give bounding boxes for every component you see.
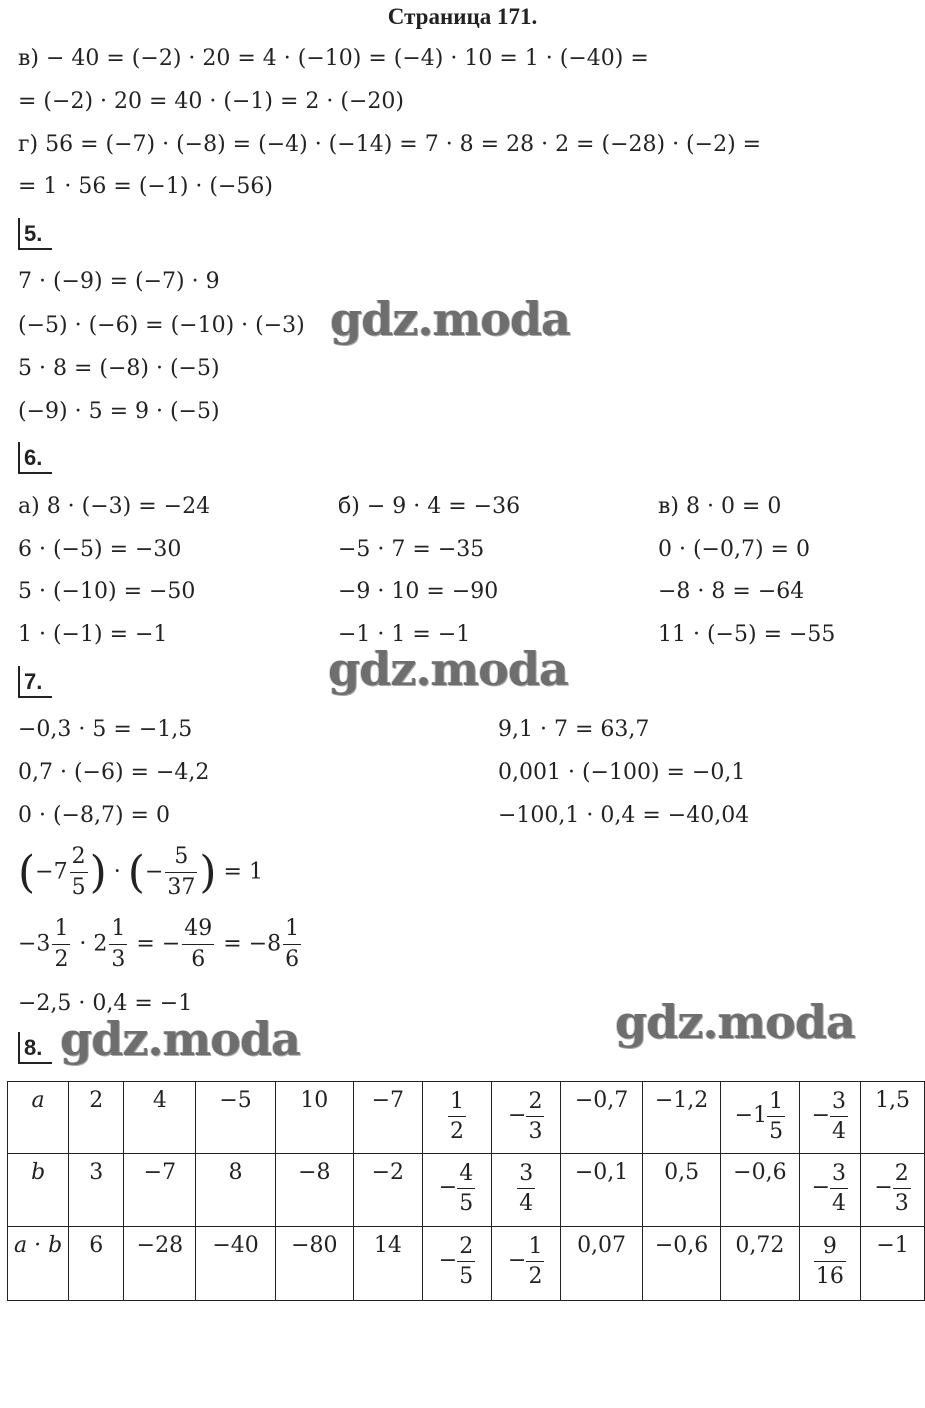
task8-table xyxy=(7,1081,925,1301)
table-cell: −28 xyxy=(124,1227,196,1301)
table-cell: 6 xyxy=(69,1227,124,1301)
table-cell: 0,72 xyxy=(721,1227,799,1301)
text-line: 7 · (−9) = (−7) · 9 xyxy=(18,269,220,294)
fraction-expression-1: (−7 $\frac{2}{5}$ ) · (− $\frac{5}{37}$ ) = 1 xyxy=(18,844,263,900)
text-line: = (−2) · 20 = 40 · (−1) = 2 · (−20) xyxy=(18,89,404,114)
task-number-5: 5. xyxy=(18,218,52,250)
task-number-7: 7. xyxy=(18,666,52,698)
table-cell: $\frac{1}{2}$ xyxy=(422,1082,492,1154)
table-cell: −5 xyxy=(196,1082,275,1154)
table-row-header: a · b xyxy=(8,1227,69,1301)
table-cell: −8 xyxy=(275,1154,353,1227)
table-cell: −0,1 xyxy=(561,1154,643,1227)
table-cell: −1 $\frac{1}{5}$ xyxy=(721,1082,799,1154)
table-row xyxy=(8,1082,925,1154)
watermark: gdz.moda xyxy=(615,995,855,1049)
task-number-6: 6. xyxy=(18,442,52,474)
text-line: = 1 · 56 = (−1) · (−56) xyxy=(18,174,273,199)
text-line: 0 · (−0,7) = 0 xyxy=(658,537,810,562)
table-cell: 2 xyxy=(69,1082,124,1154)
text-line: 5 · (−10) = −50 xyxy=(18,579,196,604)
table-cell: 14 xyxy=(353,1227,422,1301)
table-cell: −0,6 xyxy=(642,1227,720,1301)
text-line: г) 56 = (−7) · (−8) = (−4) · (−14) = 7 · 8 = 28 · 2 = (−28) · (−2) = xyxy=(18,132,762,157)
text-line: а) 8 · (−3) = −24 xyxy=(18,494,211,519)
watermark: gdz.moda xyxy=(60,1012,300,1066)
table-row xyxy=(8,1154,925,1227)
table-cell: −1 xyxy=(861,1227,925,1301)
table-cell: − $\frac{4}{5}$ xyxy=(422,1154,492,1227)
text-line: в) 8 · 0 = 0 xyxy=(658,494,782,519)
text-line: −8 · 8 = −64 xyxy=(658,579,805,604)
text-line: −9 · 10 = −90 xyxy=(338,579,499,604)
table-cell: −0,6 xyxy=(721,1154,799,1227)
table-cell: − $\frac{3}{4}$ xyxy=(799,1154,861,1227)
table-cell: − $\frac{3}{4}$ xyxy=(799,1082,861,1154)
table-row xyxy=(8,1227,925,1301)
watermark: gdz.moda xyxy=(328,642,568,696)
table-row-header: b xyxy=(8,1154,69,1227)
text-line: 6 · (−5) = −30 xyxy=(18,537,182,562)
text-line: −2,5 · 0,4 = −1 xyxy=(18,991,193,1016)
watermark: gdz.moda xyxy=(330,292,570,346)
table-cell: −1,2 xyxy=(642,1082,720,1154)
text-line: 11 · (−5) = −55 xyxy=(658,622,836,647)
page-title: Страница 171. xyxy=(387,4,538,29)
table-cell: −80 xyxy=(275,1227,353,1301)
text-line: −100,1 · 0,4 = −40,04 xyxy=(498,803,750,828)
text-line: 9,1 · 7 = 63,7 xyxy=(498,717,650,742)
table-cell: −2 xyxy=(353,1154,422,1227)
table-cell: $\frac{3}{4}$ xyxy=(492,1154,561,1227)
text-line: −1 · 1 = −1 xyxy=(338,622,471,647)
table-cell: − $\frac{2}{3}$ xyxy=(861,1154,925,1227)
table-cell: − $\frac{2}{5}$ xyxy=(422,1227,492,1301)
task-number-8: 8. xyxy=(18,1032,52,1064)
text-line: 1 · (−1) = −1 xyxy=(18,622,168,647)
text-line: 0 · (−8,7) = 0 xyxy=(18,803,170,828)
table-cell: − $\frac{2}{3}$ xyxy=(492,1082,561,1154)
text-line: 0,7 · (−6) = −4,2 xyxy=(18,760,210,785)
text-line: −0,3 · 5 = −1,5 xyxy=(18,717,193,742)
table-cell: $\frac{9}{16}$ xyxy=(799,1227,861,1301)
table-cell: −40 xyxy=(196,1227,275,1301)
fraction-expression-2: −3 $\frac{1}{2}$ · 2 $\frac{1}{3}$ = − $\frac{49}{6}$ = −8 $\frac{1}{6}$ xyxy=(18,916,300,972)
text-line: (−5) · (−6) = (−10) · (−3) xyxy=(18,313,305,338)
text-line: 5 · 8 = (−8) · (−5) xyxy=(18,356,220,381)
table-cell: −7 xyxy=(353,1082,422,1154)
table-cell: 0,5 xyxy=(642,1154,720,1227)
table-cell: −7 xyxy=(124,1154,196,1227)
table-cell: 3 xyxy=(69,1154,124,1227)
table-cell: 1,5 xyxy=(861,1082,925,1154)
table-cell: 0,07 xyxy=(561,1227,643,1301)
text-line: (−9) · 5 = 9 · (−5) xyxy=(18,399,220,424)
text-line: в) − 40 = (−2) · 20 = 4 · (−10) = (−4) · 10 = 1 · (−40) = xyxy=(18,46,649,71)
table-cell: −0,7 xyxy=(561,1082,643,1154)
text-line: б) − 9 · 4 = −36 xyxy=(338,494,521,519)
text-line: −5 · 7 = −35 xyxy=(338,537,485,562)
table-cell: 10 xyxy=(275,1082,353,1154)
table-row-header: a xyxy=(8,1082,69,1154)
table-cell: 8 xyxy=(196,1154,275,1227)
table-cell: − $\frac{1}{2}$ xyxy=(492,1227,561,1301)
table-cell: 4 xyxy=(124,1082,196,1154)
text-line: 0,001 · (−100) = −0,1 xyxy=(498,760,746,785)
